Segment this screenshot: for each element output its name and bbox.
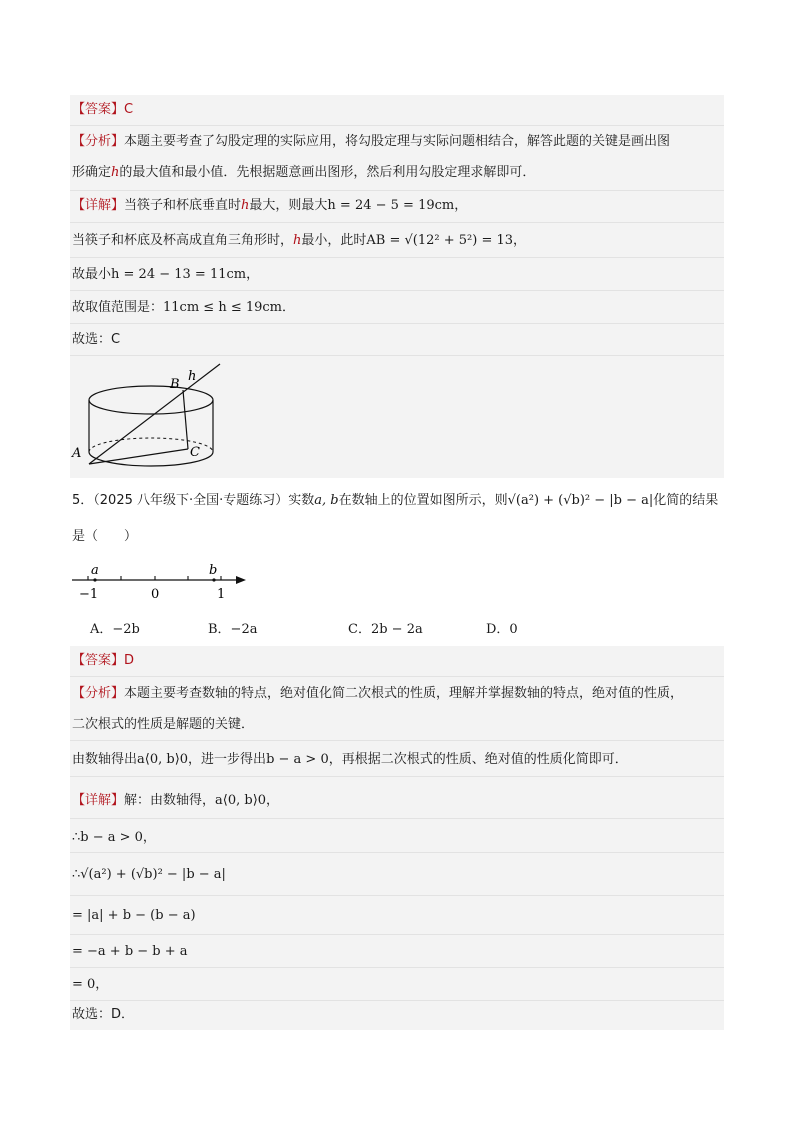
math-expression: AB = √(12² + 5²) = 13，: [366, 233, 527, 248]
math-expression: a⟨0, b⟩0，: [215, 793, 280, 808]
q5-analysis-line-1: [72, 685, 683, 703]
label-c: C: [190, 445, 200, 460]
q4-detail-line-2: [72, 232, 526, 250]
point-b: [212, 578, 215, 581]
tick-label-minus-1: −1: [79, 587, 99, 602]
q5-analysis-line-2: [72, 716, 254, 734]
detail-text: 故取值范围是：: [72, 300, 164, 315]
answer-tag: 【答案】: [72, 653, 125, 668]
divider: [70, 895, 724, 896]
divider: [70, 125, 724, 126]
divider: [70, 676, 724, 677]
tick-label-0: 0: [151, 587, 160, 602]
divider: [70, 967, 724, 968]
q5-step-3: = |a| + b − (b − a): [72, 908, 196, 923]
math-expression: h = 24 − 13 = 11cm，: [111, 267, 260, 282]
number-line-figure: [68, 560, 253, 602]
q4-answer-line: [72, 101, 133, 119]
analysis-text: 由数轴得出: [72, 752, 138, 767]
segment-ac: [89, 449, 188, 464]
analysis-text: 本题主要考查数轴的特点，绝对值化简二次根式的性质，理解并掌握数轴的特点，绝对值的性质，: [124, 686, 684, 701]
divider: [70, 776, 724, 777]
q5-stem-line-1: [72, 492, 718, 510]
answer-value: C: [124, 102, 134, 117]
label-b: b: [209, 563, 218, 578]
analysis-tag: 【分析】: [72, 134, 125, 149]
divider: [70, 355, 724, 356]
option-d[interactable]: D．0: [486, 622, 518, 637]
label-b: B: [170, 377, 180, 392]
answer-tag: 【答案】: [72, 102, 125, 117]
answer-value: D: [124, 653, 135, 668]
detail-text: 最大，则最大: [249, 198, 328, 213]
option-a[interactable]: A．−2b: [90, 622, 140, 637]
q5-detail-line-1: [72, 792, 279, 810]
axis-arrow-icon: [236, 576, 246, 584]
divider: [70, 222, 724, 223]
stem-text: 5．（2025 八年级下·全国·专题练习）实数: [72, 493, 315, 508]
q5-answer-line: [72, 652, 134, 670]
math-expression: √(a²) + (√b)² − |b − a|: [507, 493, 654, 508]
math-h: h: [111, 165, 120, 180]
q5-step-1: ∴b − a > 0，: [72, 830, 156, 845]
math-h: h: [241, 198, 250, 213]
q4-detail-line-4: [72, 299, 295, 317]
q5-step-5: = 0，: [72, 977, 109, 992]
divider: [70, 934, 724, 935]
cylinder-top-ellipse: [89, 386, 213, 414]
q5-solution-block: [70, 646, 724, 1030]
option-b[interactable]: B．−2a: [208, 622, 258, 637]
q4-detail-line-1: [72, 197, 467, 215]
divider: [70, 290, 724, 291]
label-a: a: [91, 563, 99, 578]
q5-stem-line-2: [72, 528, 137, 546]
divider: [70, 323, 724, 324]
detail-text: 当筷子和杯底垂直时: [124, 198, 242, 213]
math-expression: b − a > 0: [266, 752, 329, 767]
detail-text: 故最小: [72, 267, 112, 282]
tick-label-1: 1: [217, 587, 226, 602]
analysis-tag: 【分析】: [72, 686, 125, 701]
q4-analysis-line-1: [72, 133, 670, 151]
q5-step-2: ∴√(a²) + (√b)² − |b − a|: [72, 867, 226, 882]
divider: [70, 818, 724, 819]
label-a: A: [72, 446, 82, 461]
option-c[interactable]: C．2b − 2a: [348, 622, 423, 637]
detail-tag: 【详解】: [72, 793, 125, 808]
stem-text: 是（ ）: [72, 529, 138, 544]
analysis-text: 形确定: [72, 165, 112, 180]
analysis-text: 的最大值和最小值．先根据题意画出图形，然后利用勾股定理求解即可．: [119, 165, 536, 180]
choose-text: 故选：C: [72, 332, 121, 347]
analysis-text: 二次根式的性质是解题的关键．: [72, 717, 255, 732]
q4-analysis-line-2: [72, 164, 535, 182]
cylinder-figure: [66, 360, 236, 470]
divider: [70, 740, 724, 741]
point-a: [93, 578, 96, 581]
q5-step-4: = −a + b − b + a: [72, 944, 188, 959]
q4-choose-line: [72, 331, 120, 349]
divider: [70, 1000, 724, 1001]
chopstick-line: [89, 364, 220, 464]
math-expression: 11cm ≤ h ≤ 19cm．: [163, 300, 296, 315]
q4-detail-line-3: [72, 266, 259, 284]
analysis-text: 本题主要考查了勾股定理的实际应用，将勾股定理与实际问题相结合，解答此题的关键是画出图: [124, 134, 671, 149]
math-expression: h = 24 − 5 = 19cm，: [327, 198, 468, 213]
detail-text: 最小，此时: [301, 233, 367, 248]
math-expression: a⟨0, b⟩0: [137, 752, 189, 767]
analysis-text: ，进一步得出: [188, 752, 267, 767]
analysis-text: ，再根据二次根式的性质、绝对值的性质化简即可．: [328, 752, 628, 767]
label-h: h: [188, 369, 197, 384]
stem-text: 化简的结果: [653, 493, 719, 508]
detail-text: 当筷子和杯底及杯高成直角三角形时，: [72, 233, 294, 248]
stem-text: 在数轴上的位置如图所示，则: [338, 493, 508, 508]
divider: [70, 190, 724, 191]
q5-choose-line: 故选：D．: [72, 1007, 135, 1022]
detail-tag: 【详解】: [72, 198, 125, 213]
divider: [70, 257, 724, 258]
math-h: h: [293, 233, 302, 248]
math-ab: a, b: [314, 493, 339, 508]
q5-analysis-line-3: [72, 751, 628, 769]
divider: [70, 852, 724, 853]
detail-text: 解：由数轴得，: [124, 793, 216, 808]
